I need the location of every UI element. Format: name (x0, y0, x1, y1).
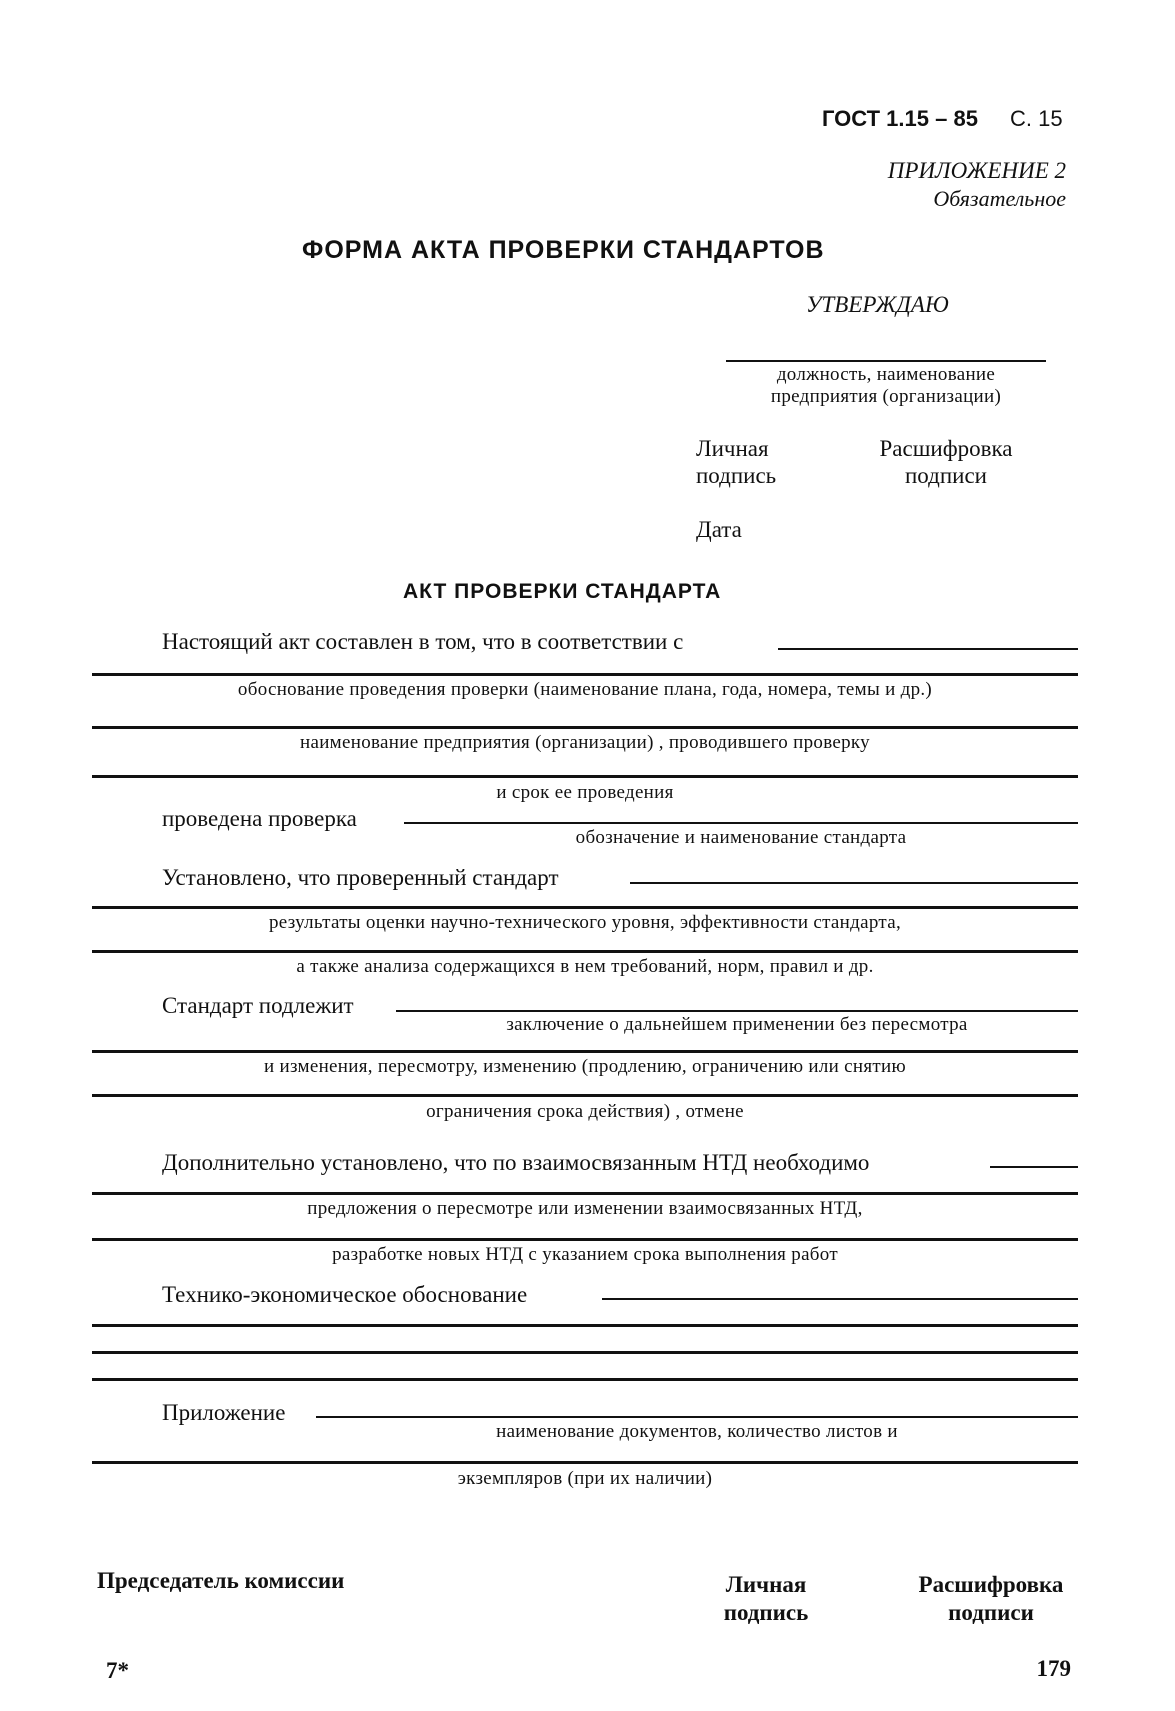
paragraph-economic: Технико-экономическое обоснование (162, 1282, 528, 1307)
rule-line (92, 1324, 1078, 1327)
page-number: 179 (1036, 1656, 1071, 1681)
fill-line (316, 1416, 1078, 1418)
caption-copies: экземпляров (при их наличии) (457, 1468, 713, 1489)
decode-label-1: Расшифровка (879, 436, 1013, 461)
signature-label-1: Личная (696, 436, 769, 461)
caption-organization: наименование предприятия (организации) , проводившего проверку (300, 732, 870, 753)
appendix-label: ПРИЛОЖЕНИЕ 2 (887, 158, 1066, 183)
rule-line (92, 1351, 1078, 1354)
fill-line (990, 1166, 1078, 1168)
position-line (726, 360, 1046, 362)
paragraph-checked: проведена проверка (162, 806, 357, 831)
caption-revision: и изменения, пересмотру, изменению (продлению, ограничению или снятию (264, 1056, 906, 1077)
approve-label: УТВЕРЖДАЮ (806, 292, 949, 317)
position-caption-1: должность, наименование (776, 364, 996, 385)
paragraph-attachment: Приложение (162, 1400, 286, 1425)
footer-decode-1: Расшифровка (918, 1572, 1064, 1597)
rule-line (92, 950, 1078, 953)
fill-line (396, 1010, 1078, 1012)
paragraph-intro: Настоящий акт составлен в том, что в соответствии с (162, 629, 684, 654)
caption-analysis: а также анализа содержащихся в нем требований, норм, правил и др. (296, 956, 874, 977)
caption-standard: обозначение и наименование стандарта (575, 827, 907, 848)
caption-results: результаты оценки научно-технического уровня, эффективности стандарта, (268, 912, 902, 933)
caption-proposals: предложения о пересмотре или изменении взаимосвязанных НТД, (307, 1198, 863, 1219)
footer-signature-2: подпись (723, 1600, 809, 1625)
rule-line (92, 1238, 1078, 1241)
rule-line (92, 1094, 1078, 1097)
fill-line (630, 882, 1078, 884)
rule-line (92, 1050, 1078, 1053)
caption-conclusion: заключение о дальнейшем применении без пересмотра (506, 1014, 968, 1035)
caption-cancel: ограничения срока действия) , отмене (426, 1101, 744, 1122)
rule-line (92, 673, 1078, 676)
chairman-label: Председатель комиссии (97, 1568, 345, 1593)
rule-line (92, 1192, 1078, 1195)
date-label: Дата (696, 517, 742, 542)
rule-line (92, 775, 1078, 778)
page-reference: С. 15 (1010, 106, 1063, 131)
form-title: ФОРМА АКТА ПРОВЕРКИ СТАНДАРТОВ (302, 236, 825, 264)
caption-development: разработке новых НТД с указанием срока выполнения работ (332, 1244, 838, 1265)
fill-line (602, 1298, 1078, 1300)
gost-designation: ГОСТ 1.15 – 85 (822, 106, 978, 131)
appendix-status: Обязательное (933, 186, 1066, 211)
sheet-mark: 7* (106, 1658, 129, 1683)
footer-signature-1: Личная (725, 1572, 807, 1597)
paragraph-subject: Стандарт подлежит (162, 993, 354, 1018)
caption-documents: наименование документов, количество листов и (496, 1421, 898, 1442)
caption-basis: обоснование проведения проверки (наименование плана, года, номера, темы и др.) (237, 679, 933, 700)
rule-line (92, 1378, 1078, 1381)
paragraph-established: Установлено, что проверенный стандарт (162, 865, 559, 890)
paragraph-additional: Дополнительно установлено, что по взаимосвязанным НТД необходимо (162, 1150, 870, 1175)
signature-label-2: подпись (696, 463, 777, 488)
fill-line (404, 822, 1078, 824)
rule-line (92, 906, 1078, 909)
act-title: АКТ ПРОВЕРКИ СТАНДАРТА (403, 580, 722, 603)
footer-decode-2: подписи (948, 1600, 1034, 1625)
caption-term: и срок ее проведения (496, 782, 674, 803)
position-caption-2: предприятия (организации) (770, 386, 1002, 407)
rule-line (92, 1461, 1078, 1464)
rule-line (92, 726, 1078, 729)
decode-label-2: подписи (905, 463, 987, 488)
fill-line (778, 648, 1078, 650)
